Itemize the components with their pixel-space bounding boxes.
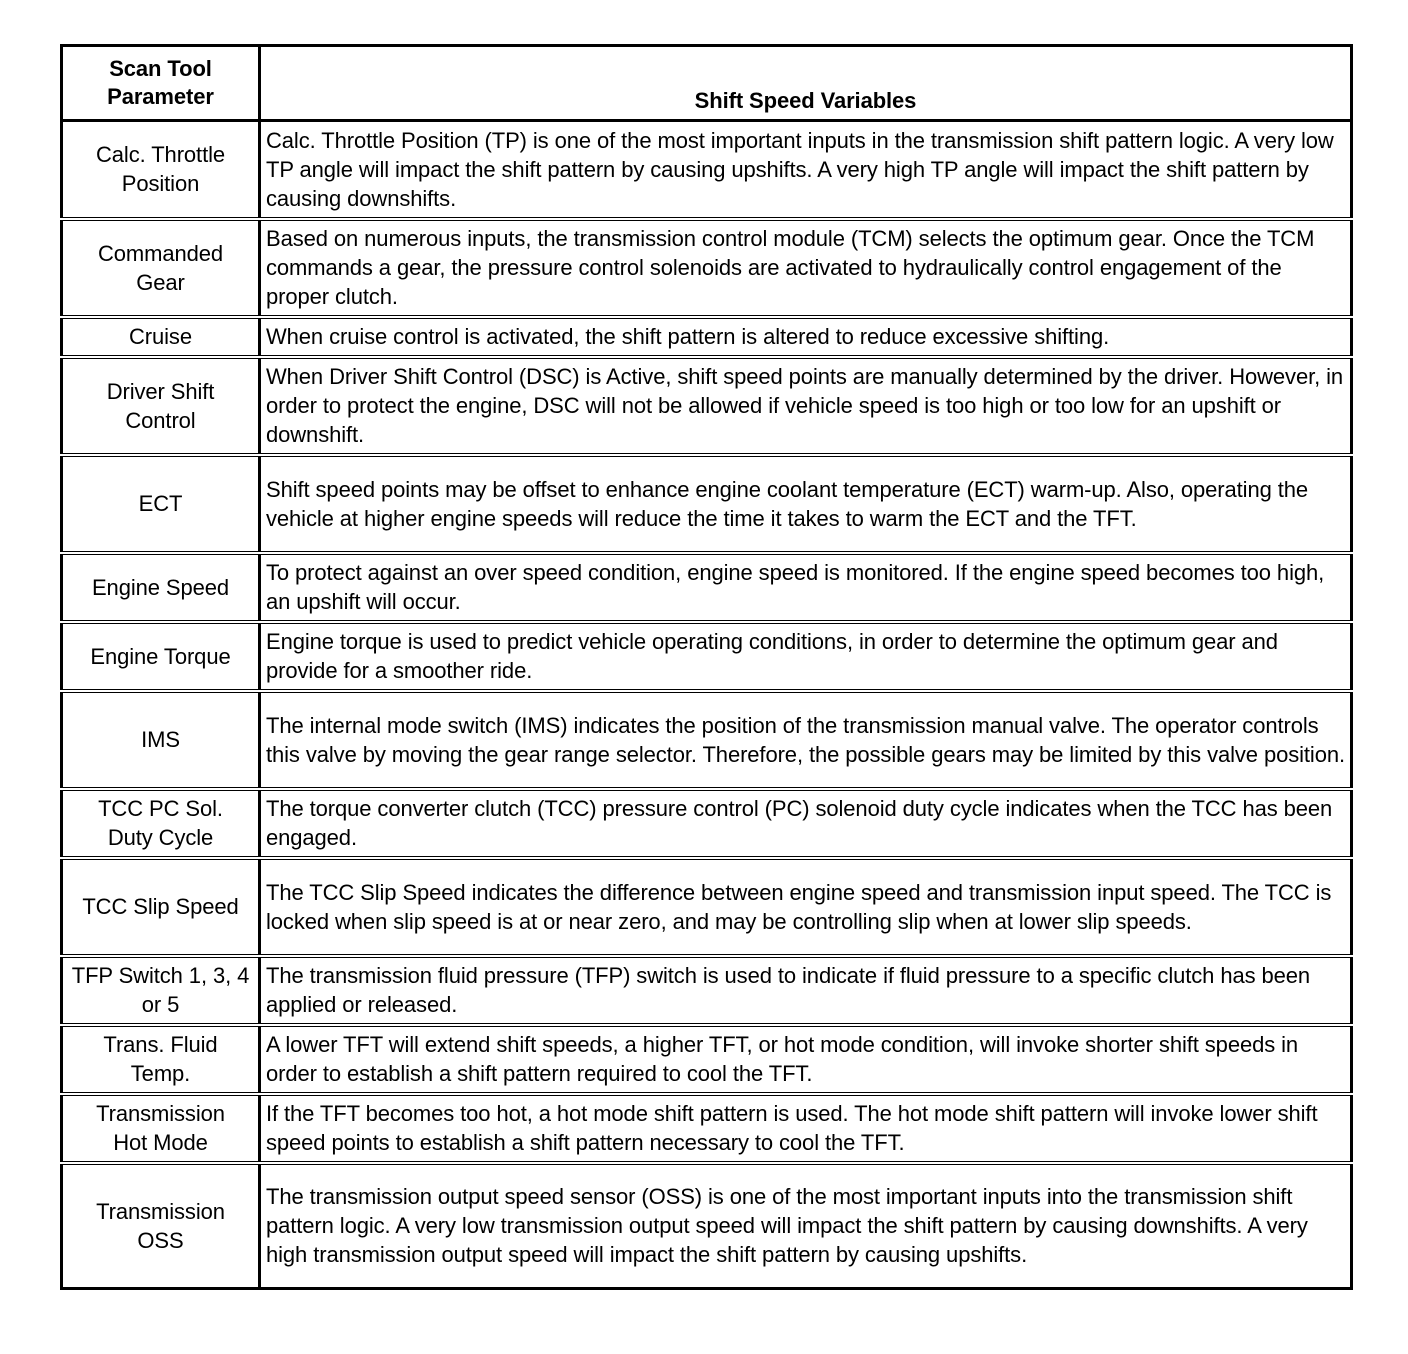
parameter-cell: Calc. Throttle Position: [62, 121, 260, 219]
table-row: [62, 317, 1352, 357]
shift-speed-variables-table: [60, 44, 1353, 1290]
table-header-row: [62, 46, 1352, 121]
table-row: [62, 455, 1352, 553]
table-row: [62, 956, 1352, 1025]
description-cell: When Driver Shift Control (DSC) is Active, shift speed points are manually determined by the driver. However, in order to protect the engine, DSC will not be allowed if vehicle speed is too high or too low for an upshift or downshift.: [260, 357, 1352, 455]
parameter-cell: Transmission OSS: [62, 1163, 260, 1289]
table-row: [62, 219, 1352, 317]
header-scan-tool-parameter: [62, 46, 260, 121]
description-cell: When cruise control is activated, the shift pattern is altered to reduce excessive shifting.: [260, 317, 1352, 357]
description-cell: Engine torque is used to predict vehicle operating conditions, in order to determine the optimum gear and provide for a smoother ride.: [260, 622, 1352, 691]
description-cell: The internal mode switch (IMS) indicates the position of the transmission manual valve. The operator controls this valve by moving the gear range selector. Therefore, the possible gears may be limited by this valve position.: [260, 691, 1352, 789]
parameter-cell: TFP Switch 1, 3, 4 or 5: [62, 956, 260, 1025]
parameter-cell: Driver Shift Control: [62, 357, 260, 455]
description-cell: The transmission fluid pressure (TFP) switch is used to indicate if fluid pressure to a specific clutch has been applied or released.: [260, 956, 1352, 1025]
parameter-cell: Transmission Hot Mode: [62, 1094, 260, 1163]
table-row: [62, 789, 1352, 858]
description-cell: The transmission output speed sensor (OSS) is one of the most important inputs into the transmission shift pattern logic. A very low transmission output speed will impact the shift pattern by causing downshifts. A very high transmission output speed will impact the shift pattern by causing upshifts.: [260, 1163, 1352, 1289]
table-row: [62, 691, 1352, 789]
parameter-cell: Commanded Gear: [62, 219, 260, 317]
description-cell: The torque converter clutch (TCC) pressure control (PC) solenoid duty cycle indicates when the TCC has been engaged.: [260, 789, 1352, 858]
header-shift-speed-variables: Shift Speed Variables: [260, 46, 1352, 121]
description-cell: If the TFT becomes too hot, a hot mode shift pattern is used. The hot mode shift pattern will invoke lower shift speed points to establish a shift pattern necessary to cool the TFT.: [260, 1094, 1352, 1163]
description-cell: To protect against an over speed condition, engine speed is monitored. If the engine speed becomes too high, an upshift will occur.: [260, 553, 1352, 622]
parameter-cell: Cruise: [62, 317, 260, 357]
table-row: [62, 1163, 1352, 1289]
description-cell: The TCC Slip Speed indicates the difference between engine speed and transmission input speed. The TCC is locked when slip speed is at or near zero, and may be controlling slip when at lower slip speeds.: [260, 858, 1352, 956]
table-row: [62, 622, 1352, 691]
table-row: [62, 357, 1352, 455]
table-row: [62, 553, 1352, 622]
parameter-cell: TCC PC Sol. Duty Cycle: [62, 789, 260, 858]
description-cell: Shift speed points may be offset to enhance engine coolant temperature (ECT) warm-up. Also, operating the vehicle at higher engine speeds will reduce the time it takes to warm the ECT and the TFT.: [260, 455, 1352, 553]
parameter-cell: Trans. Fluid Temp.: [62, 1025, 260, 1094]
parameter-cell: IMS: [62, 691, 260, 789]
description-cell: Based on numerous inputs, the transmission control module (TCM) selects the optimum gear. Once the TCM commands a gear, the pressure control solenoids are activated to hydraulically control engagement of the proper clutch.: [260, 219, 1352, 317]
parameter-cell: TCC Slip Speed: [62, 858, 260, 956]
header-col1-text: Scan Tool Parameter: [107, 56, 214, 109]
description-cell: Calc. Throttle Position (TP) is one of the most important inputs in the transmission shift pattern logic. A very low TP angle will impact the shift pattern by causing upshifts. A very high TP angle will impact the shift pattern by causing downshifts.: [260, 121, 1352, 219]
parameter-cell: Engine Speed: [62, 553, 260, 622]
parameter-cell: ECT: [62, 455, 260, 553]
parameter-cell: Engine Torque: [62, 622, 260, 691]
table-row: [62, 121, 1352, 219]
description-cell: A lower TFT will extend shift speeds, a higher TFT, or hot mode condition, will invoke shorter shift speeds in order to establish a shift pattern required to cool the TFT.: [260, 1025, 1352, 1094]
table-row: [62, 858, 1352, 956]
table-row: [62, 1094, 1352, 1163]
table-row: [62, 1025, 1352, 1094]
